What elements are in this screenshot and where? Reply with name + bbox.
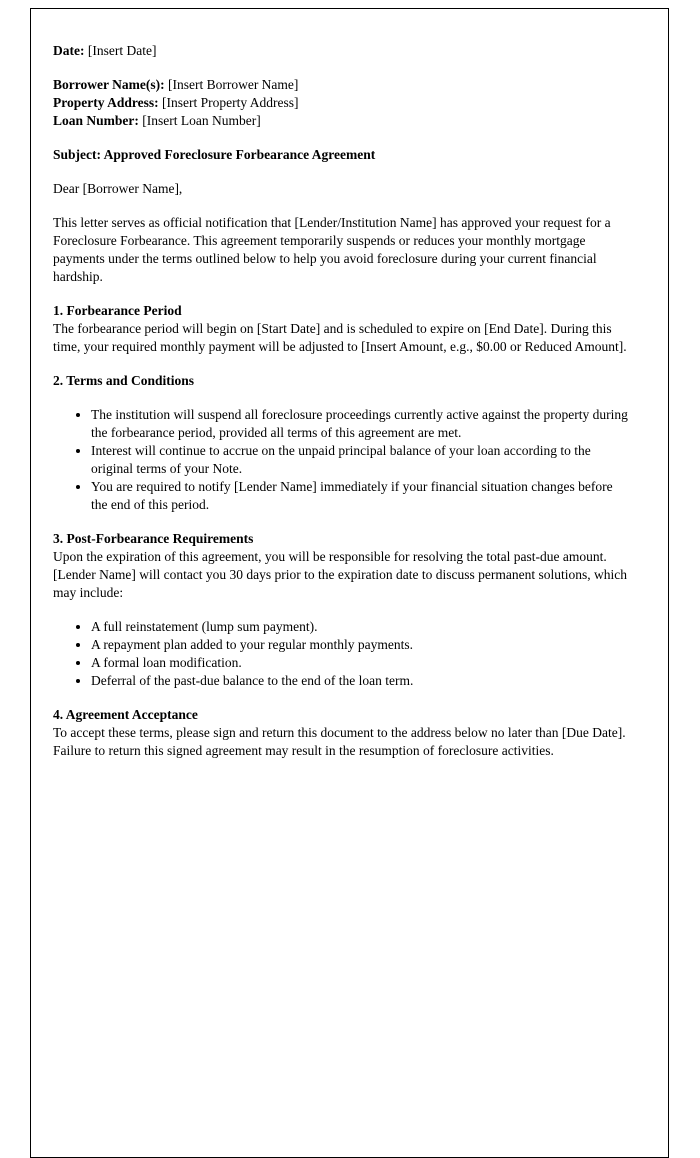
letter-page [30,8,669,1158]
section-terms-and-conditions [53,372,631,514]
list-item: • A full reinstatement (lump sum payment). [91,618,631,636]
borrower-name-label: Borrower Name(s): [53,77,165,92]
list-item: • Interest will continue to accrue on the unpaid principal balance of your loan according to the original terms of your Note. [91,442,631,478]
list-item: • A formal loan modification. [91,654,631,672]
loan-number-value: [Insert Loan Number] [142,113,261,128]
list-item: • A repayment plan added to your regular monthly payments. [91,636,631,654]
intro-paragraph: This letter serves as official notification that [Lender/Institution Name] has approved your request for a Foreclosure Forbearance. This agreement temporarily suspends or reduces your monthly mortgage payments under the terms outlined below to help you avoid foreclosure during your current financial hardship. [53,215,611,284]
section-post-forbearance-requirements [53,530,631,690]
section-heading: 1. Forbearance Period [53,303,182,318]
date-value: [Insert Date] [87,43,157,58]
section-heading: 3. Post-Forbearance Requirements [53,531,254,546]
section-body: The forbearance period will begin on [Start Date] and is scheduled to expire on [End Date]. During this time, your required monthly payment will be adjusted to [Insert Amount, e.g., $0.00 or Reduced Amount]. [53,321,627,354]
borrower-info-block [53,76,631,130]
property-address-label: Property Address: [53,95,159,110]
date-label: Date: [53,43,85,58]
section-agreement-acceptance [53,706,631,760]
date-line [53,42,631,60]
loan-number-line [53,112,631,130]
property-address-value: [Insert Property Address] [162,95,299,110]
list-item: • The institution will suspend all foreclosure proceedings currently active against the property during the forbearance period, provided all terms of this agreement are met. [91,406,631,442]
property-address-line [53,94,631,112]
borrower-name-line [53,76,631,94]
section-body: Upon the expiration of this agreement, you will be responsible for resolving the total past-due amount. [Lender Name] will contact you 30 days prior to the expiration date to discuss permanent solutions, which may include: [53,549,627,600]
section-body: To accept these terms, please sign and return this document to the address below no later than [Due Date]. Failure to return this signed agreement may result in the resumption of foreclosure activities. [53,725,626,758]
subject-line: Subject: Approved Foreclosure Forbearance Agreement [53,147,376,162]
post-forbearance-bullet-list [53,618,631,690]
salutation: Dear [Borrower Name], [53,181,183,196]
terms-bullet-list [53,406,631,514]
loan-number-label: Loan Number: [53,113,139,128]
section-heading: 4. Agreement Acceptance [53,707,198,722]
section-forbearance-period [53,302,631,356]
borrower-name-value: [Insert Borrower Name] [167,77,299,92]
section-heading: 2. Terms and Conditions [53,373,195,388]
list-item: • You are required to notify [Lender Name] immediately if your financial situation changes before the end of this period. [91,478,631,514]
list-item: • Deferral of the past-due balance to the end of the loan term. [91,672,631,690]
